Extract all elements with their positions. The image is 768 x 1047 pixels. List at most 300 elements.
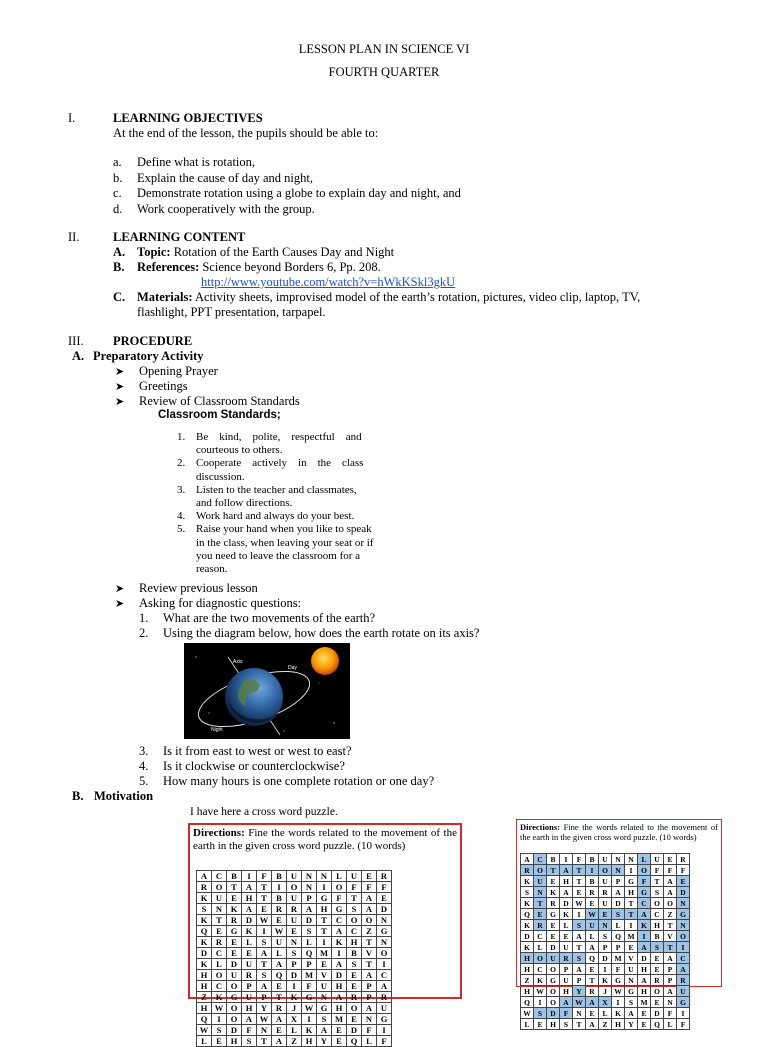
grid-cell: R (347, 992, 362, 1003)
grid-cell: Q (586, 953, 599, 964)
question-number: 3. (139, 744, 149, 758)
grid-cell: B (347, 948, 362, 959)
grid-cell: U (560, 975, 573, 986)
grid-cell: T (664, 920, 677, 931)
grid-cell: P (257, 992, 272, 1003)
sun-icon (311, 647, 339, 675)
grid-cell: F (560, 1008, 573, 1019)
objective-letter: c. (113, 186, 122, 200)
arrow-bullet-icon: ➤ (115, 381, 125, 393)
question-number: 2. (139, 626, 149, 640)
grid-cell: Y (317, 1036, 332, 1047)
grid-cell: C (534, 964, 547, 975)
grid-cell: B (586, 876, 599, 887)
grid-cell: A (664, 986, 677, 997)
grid-cell: N (302, 882, 317, 893)
grid-cell: L (272, 948, 287, 959)
bullet-item: Greetings (139, 379, 188, 393)
grid-cell: U (212, 893, 227, 904)
grid-cell: F (677, 865, 690, 876)
grid-cell: D (287, 970, 302, 981)
grid-cell: O (287, 882, 302, 893)
grid-cell: A (560, 997, 573, 1008)
grid-cell: V (317, 970, 332, 981)
grid-cell: E (272, 915, 287, 926)
grid-cell: P (362, 981, 377, 992)
grid-cell: N (677, 920, 690, 931)
grid-cell: P (612, 942, 625, 953)
grid-cell: J (599, 986, 612, 997)
standard-line: Raise your hand when you like to speak (196, 523, 372, 536)
standard-number: 5. (177, 523, 186, 536)
grid-cell: R (272, 1003, 287, 1014)
grid-cell: B (586, 854, 599, 865)
grid-cell: K (302, 1025, 317, 1036)
grid-cell: T (257, 1036, 272, 1047)
grid-row (521, 953, 690, 964)
grid-cell: D (612, 898, 625, 909)
grid-cell: B (227, 871, 242, 882)
grid-cell: D (332, 970, 347, 981)
grid-cell: D (227, 1025, 242, 1036)
grid-cell: G (625, 876, 638, 887)
grid-cell: T (664, 942, 677, 953)
grid-cell: T (257, 882, 272, 893)
arrow-bullet-icon: ➤ (115, 598, 125, 610)
grid-cell: A (257, 948, 272, 959)
grid-cell: Q (272, 970, 287, 981)
grid-cell: O (212, 882, 227, 893)
grid-cell: C (332, 915, 347, 926)
grid-cell: N (612, 865, 625, 876)
topic-value: Rotation of the Earth Causes Day and Night (173, 245, 395, 259)
grid-cell: A (242, 1014, 257, 1025)
grid-cell: O (651, 898, 664, 909)
grid-cell: K (227, 904, 242, 915)
question-text: What are the two movements of the earth? (163, 611, 376, 625)
grid-cell: U (625, 964, 638, 975)
grid-cell: I (377, 1025, 392, 1036)
grid-cell: E (287, 926, 302, 937)
grid-cell: H (197, 970, 212, 981)
grid-cell: Z (599, 1019, 612, 1030)
standard-line: Be kind, polite, respectful and (196, 431, 362, 443)
topic-line (137, 245, 394, 260)
grid-cell: D (302, 915, 317, 926)
arrow-bullet-icon: ➤ (115, 366, 125, 378)
grid-cell: E (534, 1019, 547, 1030)
grid-cell: G (317, 1003, 332, 1014)
grid-cell: Q (521, 997, 534, 1008)
grid-cell: E (677, 876, 690, 887)
grid-cell: A (362, 970, 377, 981)
references-value: Science beyond Borders 6, Pp. 208. (202, 260, 381, 274)
grid-row (197, 1025, 392, 1036)
grid-cell: K (534, 975, 547, 986)
grid-cell: F (377, 882, 392, 893)
grid-cell: I (677, 1008, 690, 1019)
grid-cell: H (560, 876, 573, 887)
grid-cell: F (377, 1036, 392, 1047)
grid-cell: O (547, 964, 560, 975)
grid-cell: N (362, 1014, 377, 1025)
grid-cell: S (521, 887, 534, 898)
grid-cell: D (197, 948, 212, 959)
standard-number: 4. (177, 510, 186, 523)
grid-cell: D (638, 953, 651, 964)
grid-cell: G (302, 992, 317, 1003)
topic-key: Topic: (137, 245, 171, 259)
grid-cell: G (677, 997, 690, 1008)
grid-cell: W (534, 986, 547, 997)
grid-cell: H (521, 986, 534, 997)
grid-cell: W (257, 1014, 272, 1025)
grid-cell: W (272, 926, 287, 937)
grid-cell: H (332, 981, 347, 992)
grid-cell: O (664, 898, 677, 909)
grid-cell: V (625, 953, 638, 964)
grid-cell: E (347, 1014, 362, 1025)
grid-cell: Y (257, 1003, 272, 1014)
grid-cell: A (332, 959, 347, 970)
grid-cell: U (534, 876, 547, 887)
grid-cell: T (227, 882, 242, 893)
grid-cell: U (560, 942, 573, 953)
grid-row (197, 937, 392, 948)
grid-cell: E (586, 964, 599, 975)
grid-cell: H (560, 986, 573, 997)
grid-cell: A (242, 882, 257, 893)
diagram-axis-label: Axis (233, 659, 243, 665)
grid-cell: O (547, 986, 560, 997)
grid-cell: G (625, 986, 638, 997)
grid-cell: N (664, 997, 677, 1008)
content-heading: LEARNING CONTENT (113, 230, 246, 244)
grid-cell: R (197, 882, 212, 893)
standards-title: Classroom Standards; (158, 409, 281, 421)
grid-cell: A (242, 904, 257, 915)
standard-line: discussion. (196, 470, 245, 483)
grid-cell: C (638, 898, 651, 909)
standard-number: 2. (177, 457, 186, 470)
grid-cell: L (586, 931, 599, 942)
standard-line: Listen to the teacher and classmates, (196, 483, 357, 496)
grid-row (521, 1008, 690, 1019)
grid-cell: I (638, 931, 651, 942)
grid-cell: I (302, 1014, 317, 1025)
standard-line: reason. (196, 563, 228, 575)
grid-cell: I (573, 909, 586, 920)
grid-cell: E (625, 942, 638, 953)
grid-cell: K (242, 926, 257, 937)
grid-cell: M (317, 948, 332, 959)
grid-cell: L (362, 1036, 377, 1047)
grid-cell: A (677, 964, 690, 975)
question-number: 4. (139, 759, 149, 773)
grid-cell: U (347, 871, 362, 882)
grid-cell: A (362, 893, 377, 904)
grid-cell: R (227, 915, 242, 926)
grid-cell: K (287, 992, 302, 1003)
grid-row (521, 854, 690, 865)
grid-cell: H (317, 904, 332, 915)
grid-row (521, 920, 690, 931)
arrow-bullet-icon: ➤ (115, 583, 125, 595)
grid-cell: E (227, 948, 242, 959)
grid-cell: L (534, 942, 547, 953)
grid-cell: A (638, 975, 651, 986)
grid-cell: H (302, 1036, 317, 1047)
grid-cell: I (332, 948, 347, 959)
grid-cell: S (573, 920, 586, 931)
grid-cell: P (664, 975, 677, 986)
grid-cell: M (332, 1014, 347, 1025)
grid-cell: E (651, 953, 664, 964)
grid-cell: K (547, 887, 560, 898)
grid-cell: D (547, 1008, 560, 1019)
grid-cell: Q (521, 909, 534, 920)
grid-cell: M (612, 953, 625, 964)
grid-cell: A (573, 964, 586, 975)
grid-cell: E (212, 926, 227, 937)
grid-cell: P (612, 876, 625, 887)
grid-cell: W (573, 898, 586, 909)
grid-cell: A (362, 904, 377, 915)
grid-cell: G (317, 893, 332, 904)
grid-cell: S (287, 948, 302, 959)
grid-cell: A (573, 931, 586, 942)
grid-cell: S (257, 937, 272, 948)
grid-cell: U (242, 959, 257, 970)
grid-cell: A (586, 942, 599, 953)
puzzle-answers-directions (520, 822, 718, 842)
grid-cell: T (212, 915, 227, 926)
materials-line2: flashlight, PPT presentation, tarpapel. (137, 305, 326, 319)
grid-cell: K (599, 975, 612, 986)
grid-row (521, 986, 690, 997)
objective-letter: d. (113, 201, 123, 216)
grid-cell: I (599, 964, 612, 975)
topic-letter: A. (113, 245, 126, 259)
question-text: Using the diagram below, how does the earth rotate on its axis? (163, 626, 480, 640)
grid-cell: E (638, 1019, 651, 1030)
grid-cell: R (212, 937, 227, 948)
grid-cell: G (377, 926, 392, 937)
grid-cell: C (377, 970, 392, 981)
grid-cell: E (227, 893, 242, 904)
grid-cell: D (227, 959, 242, 970)
grid-row (521, 931, 690, 942)
grid-cell: L (332, 871, 347, 882)
grid-cell: I (586, 865, 599, 876)
grid-cell: A (638, 942, 651, 953)
grid-cell: Z (362, 926, 377, 937)
grid-cell: I (212, 1014, 227, 1025)
grid-cell: G (612, 975, 625, 986)
grid-cell: A (521, 854, 534, 865)
grid-cell: E (242, 948, 257, 959)
grid-cell: U (317, 981, 332, 992)
grid-cell: D (377, 904, 392, 915)
references-link[interactable]: http://www.youtube.com/watch?v=hWkKSkl3gkU (201, 275, 456, 289)
grid-cell: A (302, 904, 317, 915)
grid-cell: I (677, 942, 690, 953)
grid-cell: N (625, 854, 638, 865)
materials-line1 (137, 290, 640, 305)
grid-row (197, 970, 392, 981)
grid-cell: L (612, 920, 625, 931)
grid-row (197, 915, 392, 926)
grid-cell: K (197, 915, 212, 926)
grid-cell: O (212, 970, 227, 981)
grid-cell: O (547, 997, 560, 1008)
grid-cell: Z (521, 975, 534, 986)
grid-cell: S (573, 953, 586, 964)
grid-row (521, 997, 690, 1008)
objective-text: Work cooperatively with the group. (137, 201, 315, 216)
grid-row (521, 876, 690, 887)
objectives-heading: LEARNING OBJECTIVES (113, 111, 263, 125)
grid-cell: E (534, 909, 547, 920)
grid-cell: W (212, 1003, 227, 1014)
grid-row (197, 926, 392, 937)
grid-cell: Q (651, 1019, 664, 1030)
grid-cell: P (362, 992, 377, 1003)
grid-cell: G (227, 992, 242, 1003)
grid-cell: H (347, 937, 362, 948)
grid-cell: W (586, 909, 599, 920)
grid-cell: E (317, 959, 332, 970)
grid-cell: G (547, 909, 560, 920)
grid-cell: A (664, 876, 677, 887)
grid-cell: H (197, 981, 212, 992)
grid-cell: L (287, 1025, 302, 1036)
grid-cell: H (197, 1003, 212, 1014)
grid-cell: O (227, 1014, 242, 1025)
grid-cell: I (317, 937, 332, 948)
grid-cell: H (242, 893, 257, 904)
references-line (137, 260, 381, 275)
grid-cell: U (377, 1003, 392, 1014)
grid-cell: D (599, 953, 612, 964)
grid-cell: U (242, 992, 257, 1003)
grid-cell: R (242, 970, 257, 981)
grid-cell: Q (302, 948, 317, 959)
grid-cell: L (242, 937, 257, 948)
grid-row (521, 1019, 690, 1030)
grid-row (521, 909, 690, 920)
objective-text: Explain the cause of day and night, (137, 170, 313, 185)
grid-cell: O (534, 865, 547, 876)
grid-cell: I (317, 882, 332, 893)
grid-cell: I (242, 871, 257, 882)
grid-cell: S (257, 970, 272, 981)
puzzle-answers-directions-key: Directions: (520, 822, 560, 832)
grid-cell: L (521, 1019, 534, 1030)
grid-cell: A (638, 909, 651, 920)
grid-cell: U (547, 953, 560, 964)
grid-cell: S (651, 942, 664, 953)
grid-cell: S (317, 1014, 332, 1025)
grid-cell: O (677, 931, 690, 942)
grid-cell: X (287, 1014, 302, 1025)
grid-cell: T (573, 1019, 586, 1030)
grid-cell: S (212, 1025, 227, 1036)
standard-line: in the class, when leaving your seat or if (196, 536, 374, 549)
grid-cell: C (534, 854, 547, 865)
grid-cell: A (560, 865, 573, 876)
grid-cell: C (212, 871, 227, 882)
grid-cell: N (212, 904, 227, 915)
grid-row (521, 865, 690, 876)
grid-cell: S (197, 904, 212, 915)
grid-cell: E (272, 981, 287, 992)
grid-cell: A (560, 887, 573, 898)
grid-cell: F (302, 981, 317, 992)
grid-cell: S (599, 931, 612, 942)
grid-cell: T (317, 926, 332, 937)
puzzle-answers-directions-text: Fine the words related to the movement of the earth in the given cross word puzzle. (10 words) (520, 822, 719, 842)
grid-cell: T (362, 937, 377, 948)
materials-key: Materials: (137, 290, 193, 304)
grid-cell: V (664, 931, 677, 942)
grid-cell: K (521, 942, 534, 953)
standard-number: 3. (177, 483, 186, 496)
grid-cell: R (586, 986, 599, 997)
grid-cell: R (377, 992, 392, 1003)
grid-cell: T (534, 898, 547, 909)
grid-cell: E (332, 1025, 347, 1036)
grid-cell: K (521, 898, 534, 909)
grid-cell: H (332, 1003, 347, 1014)
grid-cell: H (638, 986, 651, 997)
grid-cell: K (638, 920, 651, 931)
grid-row (521, 975, 690, 986)
grid-cell: Y (625, 1019, 638, 1030)
grid-cell: T (625, 898, 638, 909)
grid-cell: N (599, 920, 612, 931)
grid-cell: A (332, 992, 347, 1003)
grid-cell: F (257, 871, 272, 882)
grid-cell: H (638, 964, 651, 975)
grid-cell: S (347, 959, 362, 970)
grid-cell: Z (287, 1036, 302, 1047)
grid-cell: E (362, 871, 377, 882)
section-num-objectives: I. (68, 111, 76, 125)
grid-cell: W (573, 997, 586, 1008)
grid-cell: A (317, 1025, 332, 1036)
grid-cell: D (347, 1025, 362, 1036)
grid-cell: O (599, 865, 612, 876)
grid-cell: A (586, 1019, 599, 1030)
grid-cell: W (197, 1025, 212, 1036)
grid-cell: A (272, 1036, 287, 1047)
earth-icon (225, 668, 283, 726)
grid-cell: R (677, 975, 690, 986)
grid-row (521, 942, 690, 953)
objective-letter: a. (113, 155, 122, 169)
grid-cell: L (212, 959, 227, 970)
grid-cell: B (547, 854, 560, 865)
grid-cell: D (242, 915, 257, 926)
grid-cell: V (362, 948, 377, 959)
grid-cell: E (651, 997, 664, 1008)
grid-cell: Y (573, 986, 586, 997)
references-key: References: (137, 260, 200, 274)
grid-cell: H (612, 1019, 625, 1030)
grid-cell: Z (664, 909, 677, 920)
grid-cell: F (677, 1019, 690, 1030)
